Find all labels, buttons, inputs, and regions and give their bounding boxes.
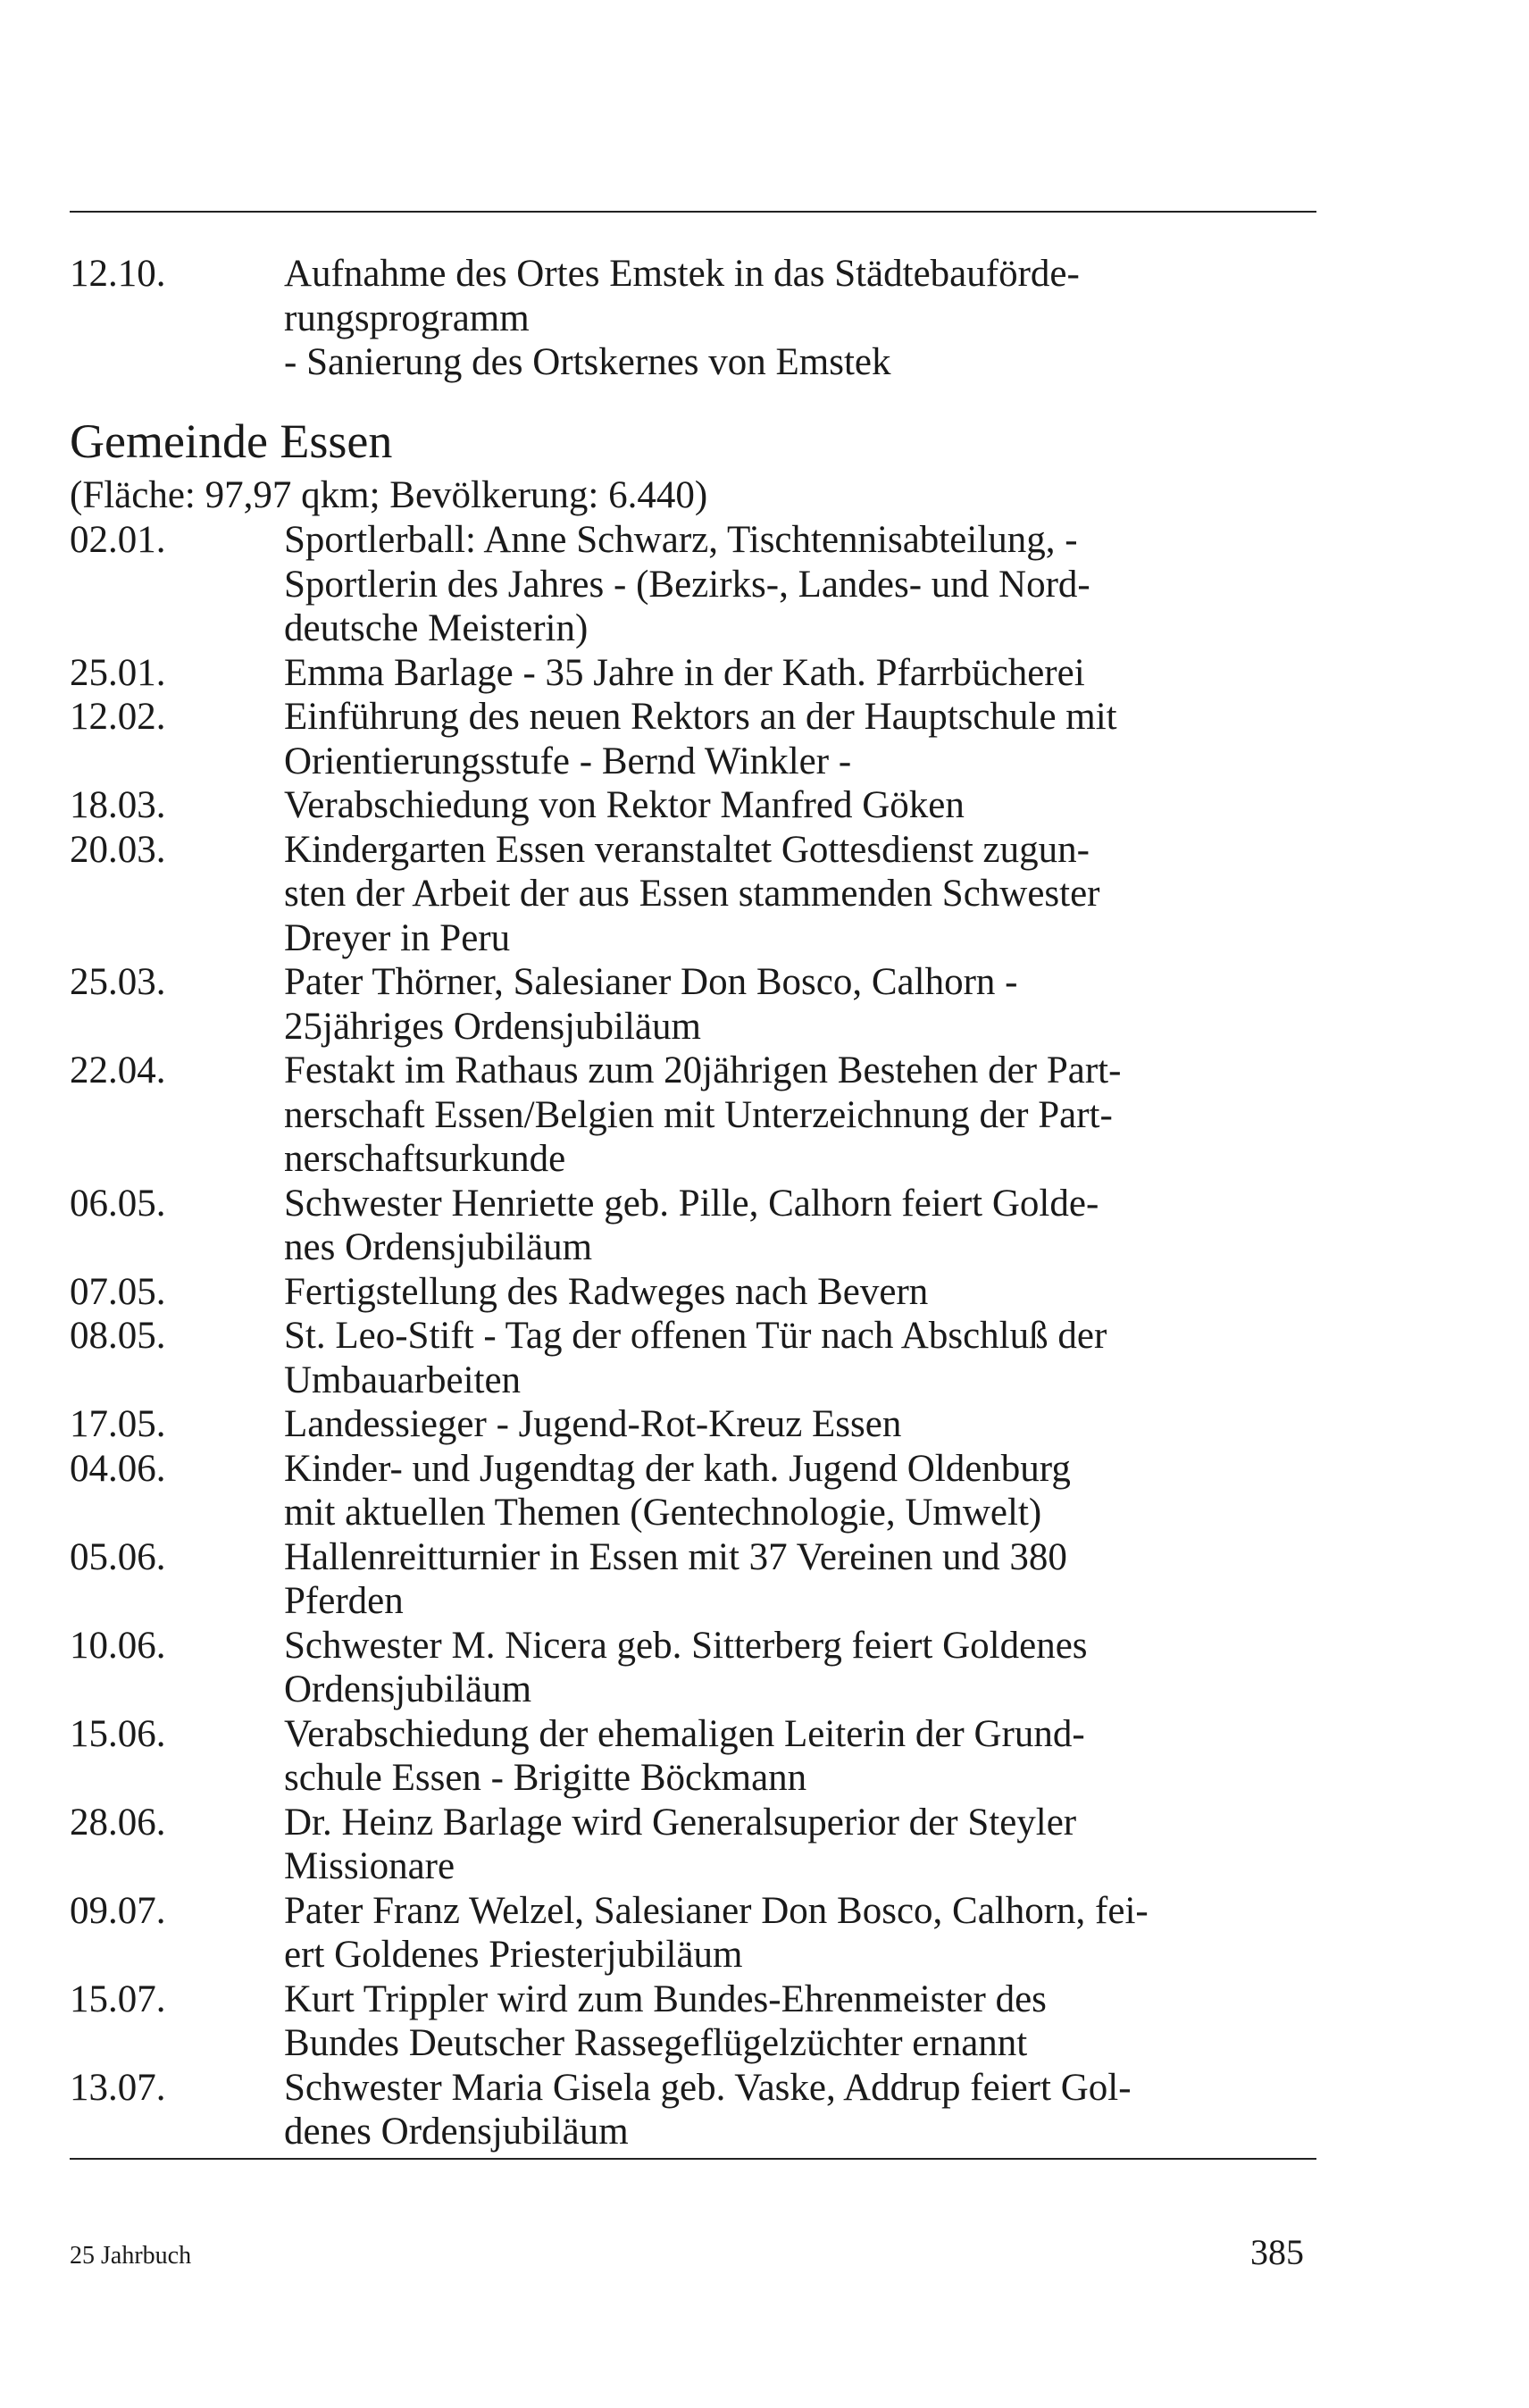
chronicle-entry: [70, 1314, 1316, 1402]
entry-text: Schwester M. Nicera geb. Sitterberg feiert Goldenes Ordensjubiläum: [284, 1624, 1088, 1710]
section-info: (Fläche: 97,97 qkm; Bevölkerung: 6.440): [70, 474, 708, 516]
chronicle-entry: [70, 828, 1316, 961]
entry-date: 28.06.: [70, 1801, 166, 1844]
chronicle-entry: [70, 783, 1316, 828]
entry-date: 04.06.: [70, 1447, 166, 1490]
entry-date: 07.05.: [70, 1270, 166, 1313]
entry-date: 15.07.: [70, 1977, 166, 2020]
entry-text: Schwester Henriette geb. Pille, Calhorn feiert Golde- nes Ordensjubiläum: [284, 1182, 1099, 1268]
chronicle-entry: [70, 960, 1316, 1049]
entry-date: 15.06.: [70, 1712, 166, 1755]
entry-date: 08.05.: [70, 1315, 166, 1357]
footer-book-label: 25 Jahrbuch: [70, 2242, 192, 2270]
chronicle-entry: [70, 252, 1316, 385]
entry-date: 02.01.: [70, 519, 166, 561]
entry-text: Kindergarten Essen veranstaltet Gottesdienst zugun- sten der Arbeit der aus Essen stammenden Schwester Dreyer in Peru: [284, 828, 1100, 959]
entry-date: 09.07.: [70, 1889, 166, 1932]
essen-entries: [70, 518, 1316, 2154]
entry-text: Aufnahme des Ortes Emstek in das Städtebauförde- rungsprogramm - Sanierung des Ortskernes von Emstek: [284, 253, 1080, 383]
chronicle-entry: [70, 1270, 1316, 1315]
chronicle-entry: [70, 1402, 1316, 1447]
entry-date: 10.06.: [70, 1624, 166, 1667]
chronicle-entry: [70, 1624, 1316, 1712]
entry-date: 12.02.: [70, 696, 166, 738]
entry-date: 22.04.: [70, 1049, 166, 1091]
entry-text: Sportlerball: Anne Schwarz, Tischtennisabteilung, - Sportlerin des Jahres - (Bezirks-, Landes- und Nord- deutsche Meisterin): [284, 519, 1090, 649]
chronicle-entry: [70, 1801, 1316, 1889]
entry-date: 13.07.: [70, 2066, 166, 2109]
entry-text: Verabschiedung der ehemaligen Leiterin der Grund- schule Essen - Brigitte Böckmann: [284, 1712, 1085, 1799]
entry-text: Verabschiedung von Rektor Manfred Göken: [284, 784, 965, 826]
entry-text: Kurt Trippler wird zum Bundes-Ehrenmeister des Bundes Deutscher Rassegeflügelzüchter ernannt: [284, 1977, 1047, 2064]
entry-date: 05.06.: [70, 1535, 166, 1578]
entry-text: Pater Franz Welzel, Salesianer Don Bosco, Calhorn, fei- ert Goldenes Priesterjubiläum: [284, 1889, 1149, 1976]
chronicle-entry: [70, 1712, 1316, 1801]
entry-date: 12.10.: [70, 253, 166, 295]
entry-text: Einführung des neuen Rektors an der Hauptschule mit Orientierungsstufe - Bernd Winkler -: [284, 696, 1117, 782]
entry-text: Dr. Heinz Barlage wird Generalsuperior der Steyler Missionare: [284, 1801, 1077, 1887]
page-number: 385: [1250, 2232, 1304, 2272]
entry-text: Festakt im Rathaus zum 20jährigen Bestehen der Part- nerschaft Essen/Belgien mit Unterzeichnung der Part- nerschaftsurkunde: [284, 1049, 1122, 1180]
top-rule: [70, 211, 1316, 213]
entry-text: Pater Thörner, Salesianer Don Bosco, Calhorn - 25jähriges Ordensjubiläum: [284, 961, 1018, 1048]
chronicle-entry: [70, 1977, 1316, 2066]
chronicle-entry: [70, 2066, 1316, 2154]
chronicle-entry: [70, 1182, 1316, 1270]
entry-text: Landessieger - Jugend-Rot-Kreuz Essen: [284, 1403, 902, 1445]
entry-date: 25.01.: [70, 651, 166, 694]
entry-text: Emma Barlage - 35 Jahre in der Kath. Pfarrbücherei: [284, 651, 1085, 694]
entry-date: 20.03.: [70, 828, 166, 871]
entry-date: 06.05.: [70, 1182, 166, 1225]
chronicle-entry: [70, 1535, 1316, 1624]
top-entries: [70, 252, 1316, 385]
entry-text: Hallenreitturnier in Essen mit 37 Vereinen und 380 Pferden: [284, 1535, 1067, 1622]
bottom-rule: [70, 2158, 1316, 2160]
chronicle-entry: [70, 695, 1316, 783]
chronicle-entry: [70, 1447, 1316, 1535]
entry-date: 25.03.: [70, 961, 166, 1003]
chronicle-entry: [70, 518, 1316, 651]
chronicle-entry: [70, 1889, 1316, 1977]
entry-date: 17.05.: [70, 1403, 166, 1445]
chronicle-entry: [70, 1049, 1316, 1182]
chronicle-entry: [70, 651, 1316, 696]
entry-text: Kinder- und Jugendtag der kath. Jugend Oldenburg mit aktuellen Themen (Gentechnologie, Umwelt): [284, 1447, 1071, 1534]
entry-text: Fertigstellung des Radweges nach Bevern: [284, 1270, 929, 1313]
entry-text: Schwester Maria Gisela geb. Vaske, Addrup feiert Gol- denes Ordensjubiläum: [284, 2066, 1132, 2153]
entry-date: 18.03.: [70, 784, 166, 826]
section-title: Gemeinde Essen: [70, 414, 393, 468]
entry-text: St. Leo-Stift - Tag der offenen Tür nach Abschluß der Umbauarbeiten: [284, 1315, 1107, 1401]
